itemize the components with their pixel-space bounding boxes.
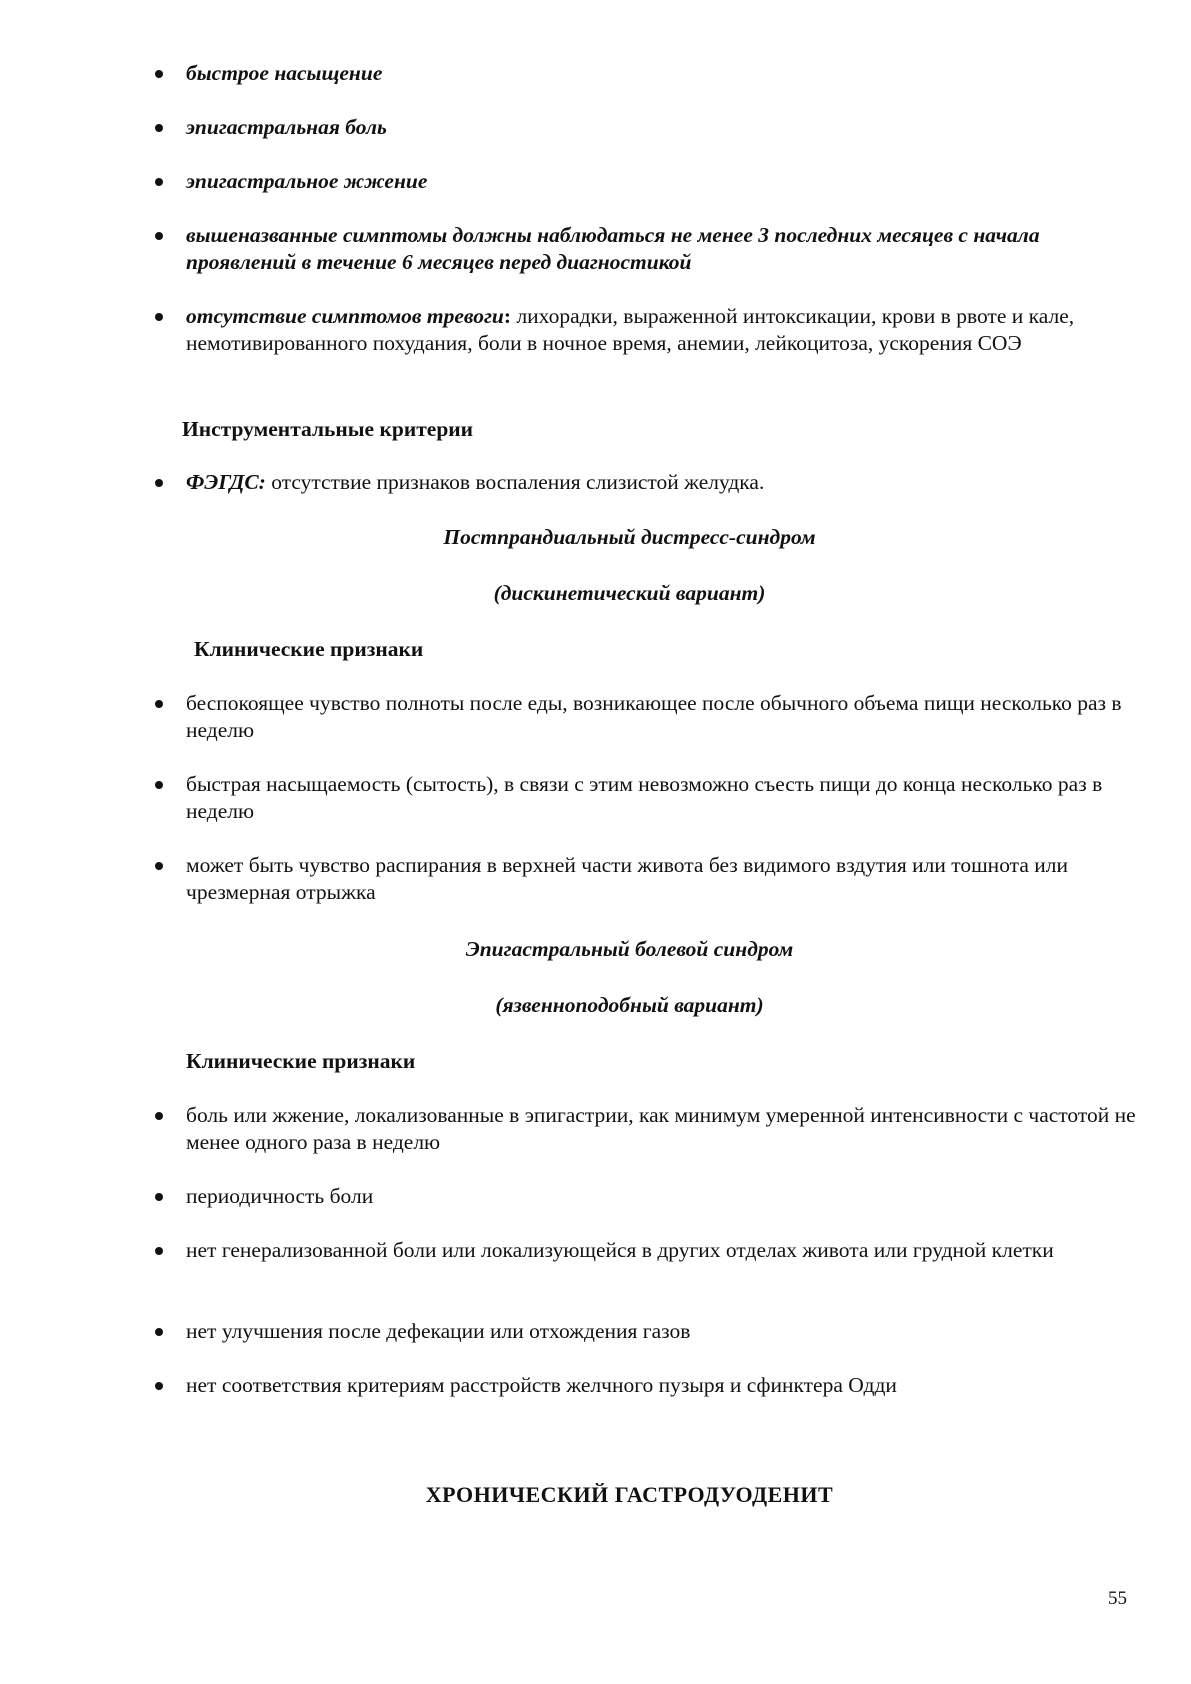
- bullet-icon: [155, 700, 163, 708]
- list-item-text: нет улучшения после дефекации или отхождения газов: [186, 1319, 691, 1343]
- bullet-icon: [155, 70, 163, 78]
- pds-heading: Клинические признаки: [194, 637, 424, 661]
- eps-title: Эпигастральный болевой синдром: [465, 937, 794, 961]
- alarm-text: лихорадки, выраженной интоксикации, крови в рвоте и кале, немотивированного похудания, боли в ночное время, анемии, лейкоцитоза, ускорения СОЭ: [186, 304, 1075, 355]
- list-item: [186, 222, 1146, 276]
- list-item: [186, 690, 1146, 744]
- list-item-text: беспокоящее чувство полноты после еды, возникающее после обычного объема пищи несколько раз в неделю: [186, 691, 1122, 742]
- list-item-fegds: [186, 469, 1146, 496]
- list-item: [186, 168, 1146, 195]
- bullet-icon: [155, 479, 163, 487]
- bullet-icon: [155, 1112, 163, 1120]
- list-item-text: быстрая насыщаемость (сытость), в связи с этим невозможно съесть пищи до конца несколько раз в неделю: [186, 772, 1103, 823]
- list-item-text: боль или жжение, локализованные в эпигастрии, как минимум умеренной интенсивности с частотой не менее одного раза в неделю: [186, 1103, 1136, 1154]
- instrumental-heading: Инструментальные критерии: [182, 417, 474, 441]
- list-item: [186, 1102, 1146, 1156]
- list-item: [186, 1237, 1146, 1264]
- alarm-colon: :: [503, 304, 512, 328]
- bullet-icon: [155, 178, 163, 186]
- pds-title: Постпрандиальный дистресс-синдром: [443, 525, 816, 549]
- alarm-label: отсутствие симптомов тревоги: [186, 304, 504, 328]
- bullet-icon: [155, 313, 163, 321]
- list-item: [186, 114, 1146, 141]
- list-item: [186, 1183, 1146, 1210]
- list-item: [186, 1372, 1146, 1399]
- bullet-icon: [155, 1382, 163, 1390]
- bullet-icon: [155, 862, 163, 870]
- section-title: ХРОНИЧЕСКИЙ ГАСТРОДУОДЕНИТ: [425, 1482, 834, 1507]
- list-item-text: нет соответствия критериям расстройств желчного пузыря и сфинктера Одди: [186, 1373, 897, 1397]
- page-number: 55: [1108, 1588, 1127, 1609]
- eps-heading: Клинические признаки: [186, 1049, 416, 1073]
- list-item-text: быстрое насыщение: [186, 61, 383, 85]
- list-item-text: периодичность боли: [186, 1184, 374, 1208]
- bullet-icon: [155, 1247, 163, 1255]
- pds-subtitle: (дискинетический вариант): [493, 581, 766, 605]
- list-item: [186, 60, 1146, 87]
- list-item-text: эпигастральная боль: [186, 115, 387, 139]
- list-item-text: нет генерализованной боли или локализующейся в других отделах живота или грудной клетки: [186, 1238, 1054, 1262]
- list-item-alarm-symptoms: [186, 303, 1146, 357]
- list-item-text: может быть чувство распирания в верхней части живота без видимого вздутия или тошнота или чрезмерная отрыжка: [186, 853, 1068, 904]
- bullet-icon: [155, 781, 163, 789]
- list-item-text: эпигастральное жжение: [186, 169, 428, 193]
- list-item: [186, 771, 1146, 825]
- list-item-text: вышеназванные симптомы должны наблюдаться не менее 3 последних месяцев с начала проявлений в течение 6 месяцев перед диагностикой: [186, 223, 1040, 274]
- eps-subtitle: (язвенноподобный вариант): [495, 993, 764, 1017]
- bullet-icon: [155, 124, 163, 132]
- fegds-text: отсутствие признаков воспаления слизистой желудка.: [265, 470, 765, 494]
- bullet-icon: [155, 232, 163, 240]
- bullet-icon: [155, 1193, 163, 1201]
- list-item: [186, 852, 1146, 906]
- bullet-icon: [155, 1328, 163, 1336]
- list-item: [186, 1318, 1146, 1345]
- fegds-label: ФЭГДС:: [186, 470, 266, 494]
